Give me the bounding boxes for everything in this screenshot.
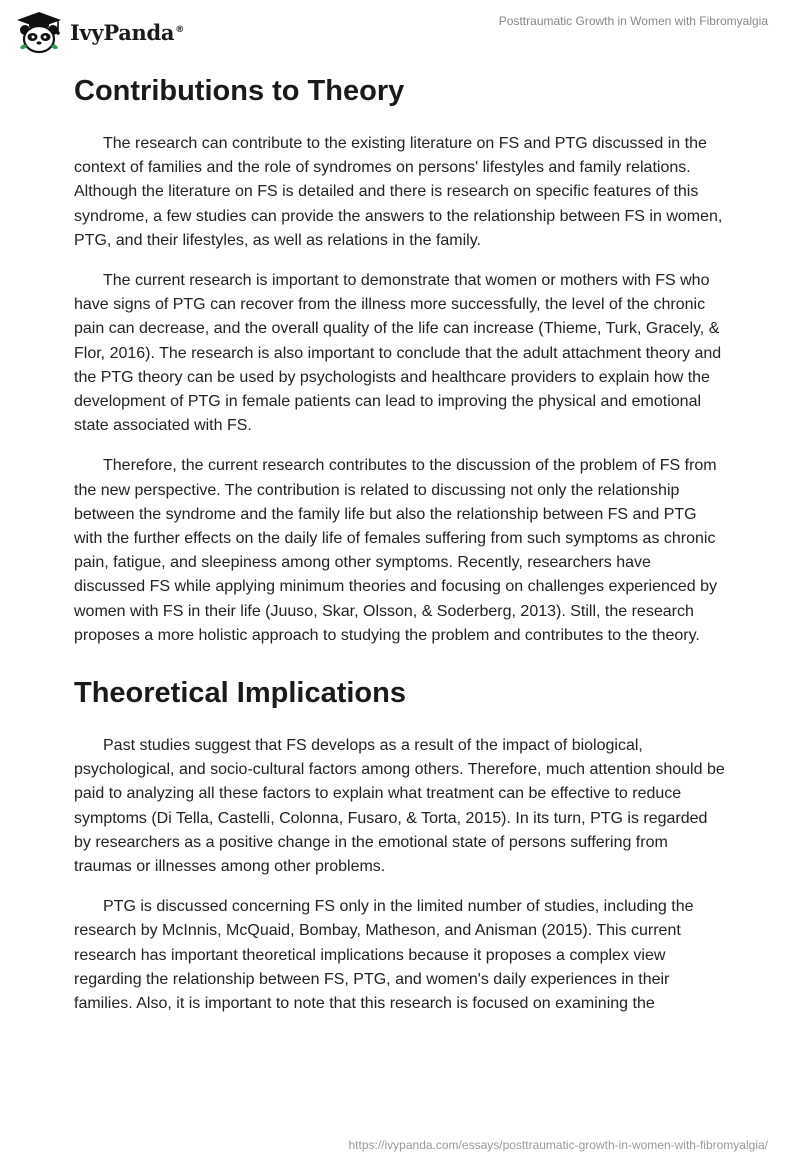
paragraph: The research can contribute to the existing literature on FS and PTG discussed in the context of families and the role of syndromes on persons' lifestyles and family relations. Although the literature on FS is detailed and there is research on specific features of this syndrome, a few studies can provide the answers to the relationship between FS in women, PTG, and their lifestyles, as well as relations in the family.: [74, 135, 723, 249]
essay-content: [74, 72, 726, 1032]
brand-logo[interactable]: [14, 10, 184, 54]
brand-registered-mark: ®: [175, 24, 184, 35]
source-url[interactable]: https://ivypanda.com/essays/posttraumatic-growth-in-women-with-fibromyalgia/: [348, 1138, 768, 1152]
paragraph: The current research is important to demonstrate that women or mothers with FS who have signs of PTG can recover from the illness more successfully, the level of the chronic pain can decrease, and the overall quality of the life can increase (Thieme, Turk, Gracely, & Flor, 2016). The research is also important to conclude that the adult attachment theory and the PTG theory can be used by psychologists and healthcare providers to explain how the development of PTG in female patients can lead to improving the physical and emotional state associated with FS.: [74, 272, 722, 435]
paragraph: Therefore, the current research contributes to the discussion of the problem of FS from the new perspective. The contribution is related to discussing not only the relationship between the syndrome and the family life but also the relationship between FS and PTG with the further effects on the daily life of females suffering from such symptoms as chronic pain, fatigue, and sleepiness among other symptoms. Recently, researchers have discussed FS while applying minimum theories and focusing on challenges experienced by women with FS in their life (Juuso, Skar, Olsson, & Soderberg, 2013). Still, the research proposes a more holistic approach to studying the problem and contributes to the theory.: [74, 457, 718, 644]
section-heading-implications: Theoretical Implications: [74, 677, 406, 710]
panda-graduate-icon: [14, 10, 64, 54]
paragraph: PTG is discussed concerning FS only in the limited number of studies, including the research by McInnis, McQuaid, Bombay, Matheson, and Anisman (2015). This current research has important theoretical implications because it proposes a complex view regarding the relationship between FS, PTG, and women's daily experiences in their families. Also, it is important to note that this research is focused on examining the: [74, 898, 694, 1013]
page-header: [0, 0, 800, 60]
brand-name: IvyPanda®: [70, 19, 184, 45]
document-title: Posttraumatic Growth in Women with Fibromyalgia: [498, 14, 768, 28]
paragraph: Past studies suggest that FS develops as a result of the impact of biological, psychological, and socio-cultural factors among others. Therefore, much attention should be paid to analyzing all these factors to explain what treatment can be effective to reduce symptoms (Di Tella, Castelli, Colonna, Fusaro, & Torta, 2015). In its turn, PTG is regarded by researchers as a positive change in the emotional state of persons suffering from traumas or illnesses among other problems.: [74, 737, 725, 876]
section-heading-contributions: Contributions to Theory: [74, 75, 405, 107]
